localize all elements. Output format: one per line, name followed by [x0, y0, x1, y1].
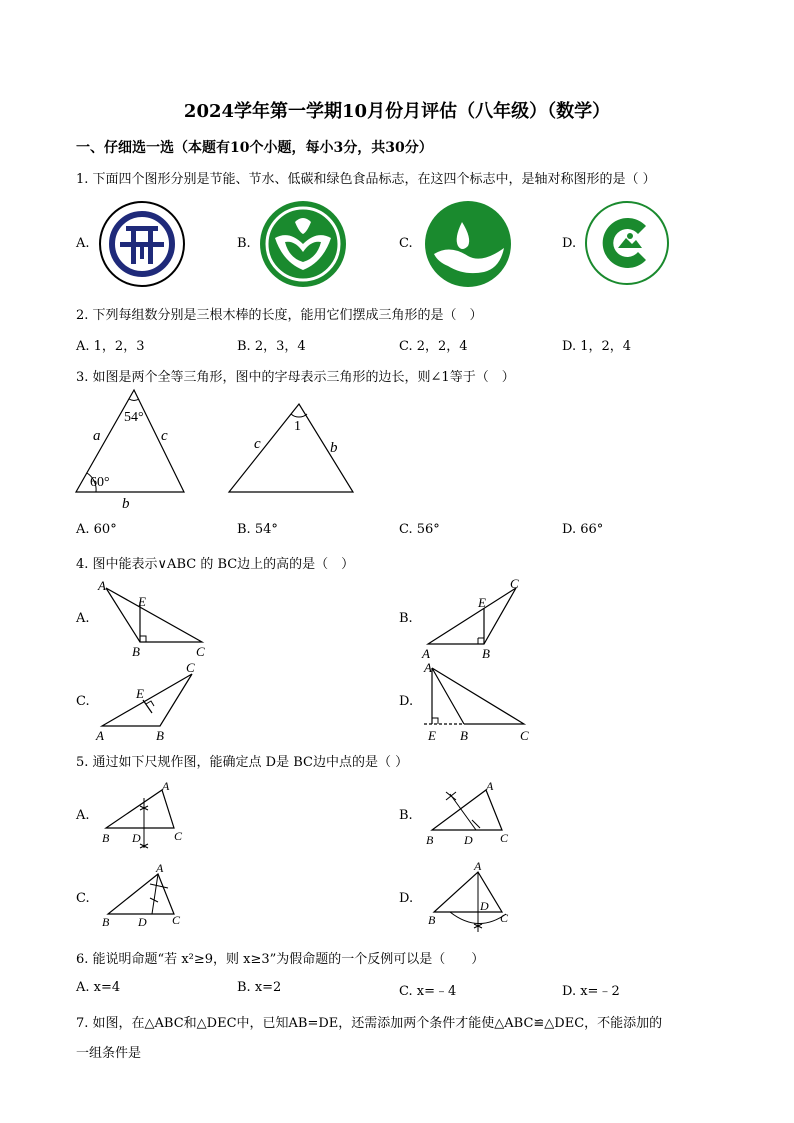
point-label-E: E — [428, 728, 436, 743]
q2-option-b: B. 2，3，4 — [237, 339, 306, 354]
point-label-B: B — [102, 831, 110, 845]
point-label-A: A — [156, 862, 164, 875]
q3-option-c: C. 56° — [399, 522, 440, 537]
q5-option-b: B. — [399, 808, 413, 823]
point-label-C: C — [510, 576, 519, 591]
q1-option-b: B. — [237, 236, 251, 251]
q3-side-b-label: b — [122, 496, 130, 512]
point-label-B: B — [156, 728, 164, 743]
q3-side-b2-label: b — [330, 440, 338, 456]
point-label-B: B — [132, 644, 140, 658]
point-label-C: C — [196, 644, 205, 658]
point-label-A: A — [98, 578, 106, 593]
question-1-text: 1. 下面四个图形分别是节能、节水、低碳和绿色食品标志，在这四个标志中，是轴对称图形的是（ ） — [76, 172, 656, 187]
point-label-A: A — [96, 728, 104, 743]
point-label-E: E — [138, 594, 146, 609]
point-label-D: D — [480, 899, 489, 913]
q6-option-a: A. x=4 — [76, 980, 121, 995]
point-label-D: D — [464, 833, 473, 847]
q5-option-c: C. — [76, 891, 90, 906]
q2-option-a: A. 1，2，3 — [76, 339, 145, 354]
q5-option-a: A. — [76, 808, 90, 823]
point-label-A: A — [424, 660, 432, 675]
q3-triangle-1 — [76, 390, 184, 512]
water-saving-logo-icon — [259, 200, 347, 288]
point-label-C: C — [186, 660, 195, 675]
question-6-text: 6. 能说明命题“若 x²≥9，则 x≥3”为假命题的一个反例可以是（ ） — [76, 952, 485, 967]
energy-saving-logo-icon — [98, 200, 186, 288]
q3-angle-1-label: 1 — [294, 419, 301, 434]
q3-side-a-label: a — [93, 428, 101, 444]
point-label-E: E — [478, 595, 486, 610]
q4-figure-b — [420, 574, 540, 662]
q3-triangles-figure — [72, 386, 372, 514]
q3-side-c2-label: c — [254, 436, 261, 452]
question-7-text-line-1: 7. 如图，在△ABC和△DEC中，已知AB=DE，还需添加两个条件才能使△ABC≌△DEC，不能添加的 — [76, 1016, 663, 1031]
q4-figure-d — [420, 660, 540, 744]
point-label-C: C — [172, 913, 181, 927]
point-label-B: B — [460, 728, 468, 743]
q6-option-b: B. x=2 — [237, 980, 282, 995]
point-label-C: C — [520, 728, 529, 743]
point-label-C: C — [174, 829, 183, 843]
q3-angle-54-label: 54° — [124, 410, 144, 425]
q5-figure-a — [96, 778, 196, 858]
question-5-text: 5. 通过如下尺规作图，能确定点 D是 BC边中点的是（ ） — [76, 755, 409, 770]
q5-figure-d — [426, 862, 526, 942]
point-label-C: C — [500, 911, 509, 925]
q1-option-a: A. — [76, 236, 90, 251]
q3-triangle-2 — [229, 404, 353, 492]
q3-option-d: D. 66° — [562, 522, 604, 537]
q3-side-c-label: c — [161, 428, 168, 444]
question-2-text: 2. 下列每组数分别是三根木棒的长度，能用它们摆成三角形的是（ ） — [76, 308, 483, 323]
q3-angle-60-label: 60° — [90, 475, 110, 490]
point-label-B: B — [428, 913, 436, 927]
point-label-A: A — [422, 646, 430, 661]
q5-figure-c — [96, 862, 196, 932]
q4-option-c: C. — [76, 694, 90, 709]
point-label-A: A — [162, 779, 170, 793]
section-heading: 一、仔细选一选（本题有10个小题，每小3分，共30分） — [76, 140, 433, 156]
point-label-A: A — [486, 779, 494, 793]
point-label-C: C — [500, 831, 509, 845]
question-4-text: 4. 图中能表示∨ABC 的 BC边上的高的是（ ） — [76, 557, 355, 572]
q1-option-c: C. — [399, 236, 413, 251]
point-label-E: E — [136, 686, 144, 701]
q3-option-a: A. 60° — [76, 522, 117, 537]
question-7-text-line-2: 一组条件是 — [76, 1046, 142, 1061]
question-3-text: 3. 如图是两个全等三角形，图中的字母表示三角形的边长，则∠1等于（ ） — [76, 370, 515, 385]
q4-figure-a — [94, 576, 214, 658]
q4-figure-c — [94, 656, 214, 744]
q6-option-c: C. x=﹣4 — [399, 984, 457, 999]
q4-option-b: B. — [399, 611, 413, 626]
green-food-logo-icon — [584, 200, 670, 286]
q1-option-d: D. — [562, 236, 577, 251]
point-label-A: A — [474, 862, 482, 873]
q4-option-a: A. — [76, 611, 90, 626]
q5-option-d: D. — [399, 891, 414, 906]
q5-figure-b — [424, 778, 524, 850]
q4-option-d: D. — [399, 694, 414, 709]
q6-option-d: D. x=﹣2 — [562, 984, 620, 999]
page-title: 2024学年第一学期10月份月评估（八年级）（数学） — [183, 101, 611, 122]
point-label-B: B — [426, 833, 434, 847]
q2-option-c: C. 2，2，4 — [399, 339, 468, 354]
q3-option-b: B. 54° — [237, 522, 278, 537]
q2-option-d: D. 1，2，4 — [562, 339, 632, 354]
point-label-D: D — [138, 915, 147, 929]
point-label-B: B — [482, 646, 490, 661]
point-label-B: B — [102, 915, 110, 929]
low-carbon-logo-icon — [424, 200, 512, 288]
point-label-D: D — [132, 831, 141, 845]
